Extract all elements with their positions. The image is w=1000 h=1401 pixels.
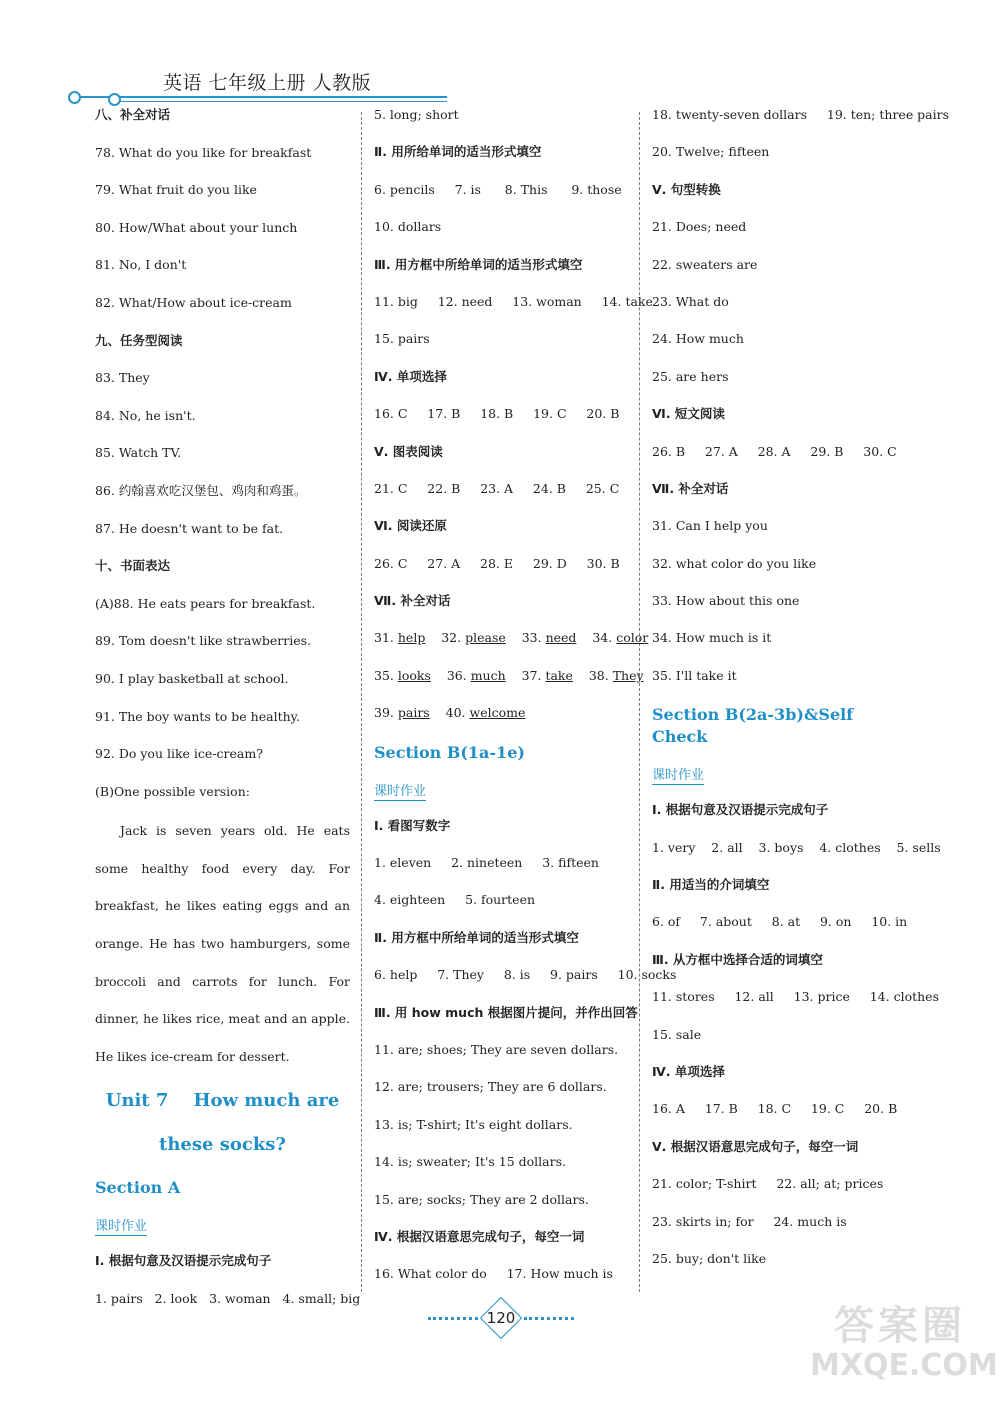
section-heading: Ⅶ. 补全对话 [374, 593, 451, 609]
answer-line: 10. dollars [374, 219, 442, 235]
underlined-answer: color [616, 630, 649, 646]
answer-line: 15. sale [652, 1026, 702, 1042]
answer-line: (B)One possible version: [95, 783, 250, 799]
answer-line: 18. twenty-seven dollars 19. ten; three pairs [652, 107, 950, 122]
homework-tag: 课时作业 [95, 1215, 147, 1236]
answer-line: 78. What do you like for breakfast [95, 144, 312, 160]
section-a-title: Section A [95, 1178, 181, 1198]
column-right [652, 106, 950, 1301]
unit-title [95, 1079, 350, 1167]
section-b-title: Section B(1a-1e) [374, 742, 525, 762]
column-divider [361, 112, 362, 1292]
section-heading: Ⅴ. 根据汉语意思完成句子，每空一词 [652, 1138, 859, 1154]
section-heading: 八、补全对话 [95, 107, 171, 122]
answer-line: 11. stores 12. all 13. price 14. clothes [652, 989, 939, 1005]
answer-line: 15. pairs [374, 331, 430, 347]
answer-line: 26. C 27. A 28. E 29. D 30. B [374, 555, 620, 571]
section-heading: Ⅶ. 补全对话 [652, 480, 729, 496]
answer-line: 24. How much [652, 331, 744, 347]
answer-line: 82. What/How about ice-cream [95, 294, 292, 310]
underlined-answer: much [470, 667, 506, 683]
answer-line: 22. sweaters are [652, 256, 758, 272]
answer-line: 6. of 7. about 8. at 9. on 10. in [652, 914, 908, 930]
header-rule-thin [115, 101, 447, 102]
answer-line: 6. pencils 7. is 8. This 9. those [374, 181, 622, 197]
section-heading: Ⅱ. 用适当的介词填空 [652, 877, 770, 893]
answer-line: 6. help 7. They 8. is 9. pairs 10. socks [374, 967, 677, 983]
answer-line: 91. The boy wants to be healthy. [95, 708, 301, 724]
book-title: 英语 七年级上册 人教版 [163, 72, 372, 94]
homework-tag: 课时作业 [652, 764, 704, 785]
section-heading: Ⅲ. 从方框中选择合适的词填空 [652, 951, 823, 967]
underlined-answer: help [397, 630, 426, 646]
answer-line: 80. How/What about your lunch [95, 219, 298, 235]
unit-title-line1: Unit 7 How much are [105, 1090, 340, 1112]
section-heading: 九、任务型阅读 [95, 332, 183, 348]
section-heading: 十、书面表达 [95, 558, 171, 574]
answer-line: 86. 约翰喜欢吃汉堡包、鸡肉和鸡蛋。 [95, 482, 307, 498]
essay-paragraph [95, 812, 350, 1075]
section-heading: Ⅱ. 用方框中所给单词的适当形式填空 [374, 929, 579, 945]
answer-line: 11. are; shoes; They are seven dollars. [374, 1041, 619, 1057]
answer-line: 81. No, I don't [95, 257, 187, 273]
answer-line: 13. is; T-shirt; It's eight dollars. [374, 1116, 573, 1132]
underlined-answer: welcome [469, 705, 526, 721]
answer-line: 87. He doesn't want to be fat. [95, 520, 284, 536]
underlined-answer: They [612, 667, 644, 683]
answer-line: 35. I'll take it [652, 667, 737, 683]
section-heading: Ⅵ. 短文阅读 [652, 406, 725, 422]
answer-line: 33. How about this one [652, 593, 800, 609]
answer-line: 14. is; sweater; It's 15 dollars. [374, 1154, 566, 1170]
answer-line: 21. color; T-shirt 22. all; at; prices [652, 1176, 884, 1192]
watermark-logo [810, 1303, 998, 1393]
section-heading: Ⅴ. 句型转换 [652, 181, 721, 197]
answer-line: 5. long; short [374, 107, 459, 122]
answer-line: 31. Can I help you [652, 518, 768, 534]
column-left [95, 106, 361, 1307]
underlined-answer: take [545, 667, 573, 683]
section-heading: Ⅰ. 根据句意及汉语提示完成句子 [95, 1253, 272, 1269]
answer-line: 21. Does; need [652, 219, 747, 235]
section-heading: Ⅵ. 阅读还原 [374, 518, 447, 534]
answer-line: 23. skirts in; for 24. much is [652, 1213, 847, 1229]
underlined-answer: please [465, 630, 506, 646]
answer-line: 23. What do [652, 293, 729, 309]
answer-line: 84. No, he isn't. [95, 407, 196, 423]
header-rule [75, 96, 447, 98]
header-circle-decoration [68, 91, 81, 104]
answer-line: 79. What fruit do you like [95, 182, 257, 198]
section-heading: Ⅲ. 用 how much 根据图片提问，并作出回答 [374, 1004, 638, 1020]
section-heading: Ⅰ. 看图写数字 [374, 817, 451, 833]
section-heading: Ⅱ. 用所给单词的适当形式填空 [374, 144, 542, 160]
section-heading: Ⅳ. 单项选择 [374, 368, 447, 384]
answer-line: 92. Do you like ice-cream? [95, 746, 263, 762]
answer-line: 35. looks 36. much 37. take 38. They [374, 667, 644, 683]
answer-line: 1. very 2. all 3. boys 4. clothes 5. sells [652, 839, 941, 855]
answer-line: 20. Twelve; fifteen [652, 144, 770, 160]
answer-line: 26. B 27. A 28. A 29. B 30. C [652, 443, 897, 459]
answer-line: 15. are; socks; They are 2 dollars. [374, 1191, 589, 1207]
answer-line: 16. A 17. B 18. C 19. C 20. B [652, 1101, 898, 1117]
answer-line: 21. C 22. B 23. A 24. B 25. C [374, 480, 620, 496]
footer-dots-right [524, 1317, 574, 1320]
answer-line: 83. They [95, 370, 150, 386]
page-header [0, 0, 1000, 110]
answer-line: 16. C 17. B 18. B 19. C 20. B [374, 406, 620, 422]
footer-dots-left [428, 1317, 478, 1320]
section-heading: Ⅲ. 用方框中所给单词的适当形式填空 [374, 256, 583, 272]
page-number: 120 [486, 1309, 516, 1327]
answer-line: 90. I play basketball at school. [95, 670, 289, 686]
answer-line: 39. pairs 40. welcome [374, 705, 526, 721]
underlined-answer: looks [397, 667, 431, 683]
answer-line: 25. buy; don't like [652, 1250, 767, 1266]
section-heading: Ⅳ. 单项选择 [652, 1063, 725, 1079]
answer-line: 16. What color do 17. How much is [374, 1266, 613, 1282]
answer-line: 34. How much is it [652, 630, 772, 646]
answer-line: 85. Watch TV. [95, 445, 182, 461]
answer-line: 31. help 32. please 33. need 34. color [374, 630, 649, 646]
answer-line: 25. are hers [652, 368, 729, 384]
answer-line: 1. pairs 2. look 3. woman 4. small; big [95, 1291, 361, 1307]
section-heading: Ⅳ. 根据汉语意思完成句子，每空一词 [374, 1228, 585, 1244]
answer-line: 32. what color do you like [652, 555, 817, 571]
answer-line: 11. big 12. need 13. woman 14. take [374, 293, 653, 309]
unit-title-line2: these socks? [159, 1134, 286, 1156]
section-heading: Ⅴ. 图表阅读 [374, 443, 443, 459]
essay-text: Jack is seven years old. He eats some healthy food every day. For breakfast, he likes eating eggs and an orange. He has two hamburgers, some broccoli and carrots for lunch. For dinner, he likes rice, meat and an apple. He likes ice-cream for dessert. [95, 823, 350, 1064]
header-circle-decoration [108, 93, 121, 106]
watermark-top: 答案圈 [834, 1303, 966, 1349]
answer-line: 4. eighteen 5. fourteen [374, 892, 536, 908]
answer-line: (A)88. He eats pears for breakfast. [95, 595, 316, 611]
watermark-bottom: MXQE.COM [810, 1348, 998, 1383]
answer-line: 89. Tom doesn't like strawberries. [95, 633, 312, 649]
underlined-answer: pairs [397, 705, 430, 721]
underlined-answer: need [545, 630, 577, 646]
section-b2-title: Section B(2a-3b)&Self Check [652, 705, 854, 747]
answer-line: 12. are; trousers; They are 6 dollars. [374, 1079, 607, 1095]
answer-line: 1. eleven 2. nineteen 3. fifteen [374, 855, 599, 871]
homework-tag: 课时作业 [374, 780, 426, 801]
column-divider [639, 112, 640, 1292]
section-heading: Ⅰ. 根据句意及汉语提示完成句子 [652, 802, 829, 818]
